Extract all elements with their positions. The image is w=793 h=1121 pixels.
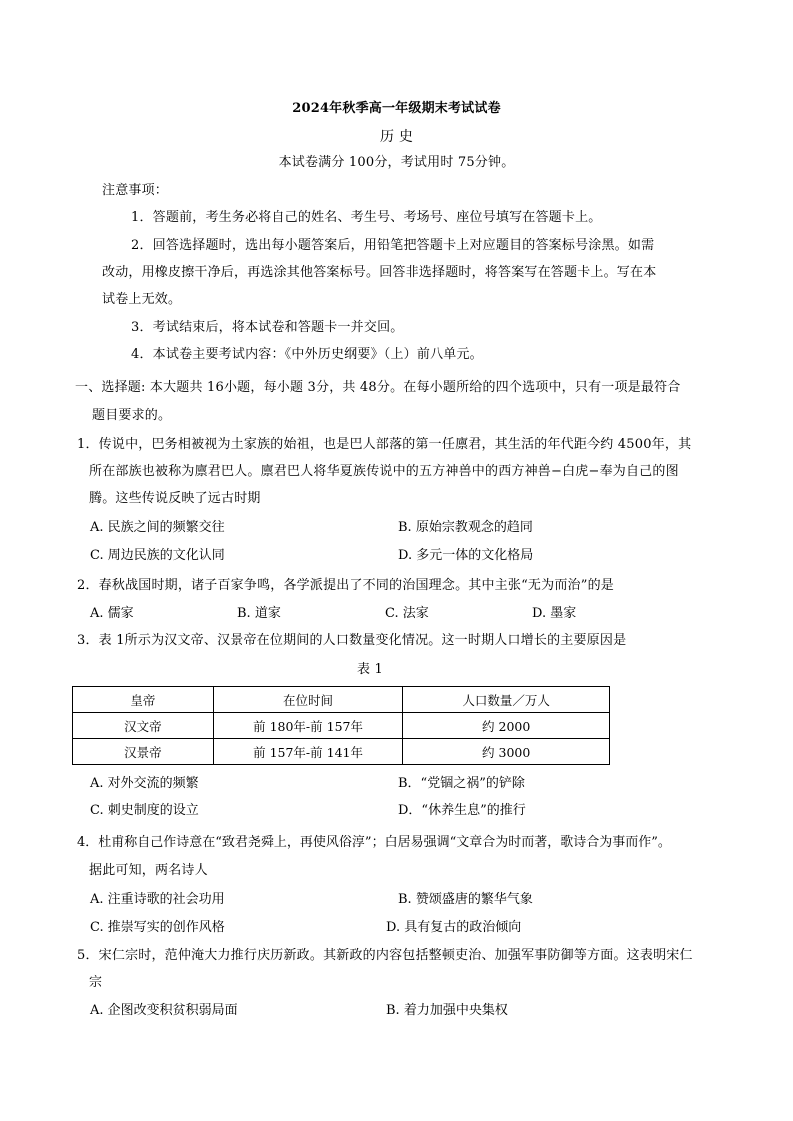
question-2-option-d: D. 墨家 — [532, 606, 577, 621]
note-2-line-2: 改动，用橡皮擦干净后，再选涂其他答案标号。回答非选择题时，将答案写在答题卡上。写在本 — [102, 265, 657, 280]
table-cell: 汉文帝 — [73, 713, 214, 739]
note-2-line-3: 试卷上无效。 — [102, 292, 182, 307]
population-table — [72, 686, 610, 765]
table-cell: 约 3000 — [403, 739, 610, 765]
subject-title: 历 史 — [379, 129, 414, 145]
question-5-line-1: 5．宋仁宗时，范仲淹大力推行庆历新政。其新政的内容包括整顿吏治、加强军事防御等方面。这表明宋仁 — [77, 948, 693, 963]
question-1-line-2: 所在部族也被称为廪君巴人。廪君巴人将华夏族传说中的五方神兽中的西方神兽−白虎−奉为自己的图 — [89, 464, 679, 479]
note-1: 1．答题前，考生务必将自己的姓名、考生号、考场号、座位号填写在答题卡上。 — [131, 210, 602, 225]
question-1-option-d: D. 多元一体的文化格局 — [398, 548, 534, 563]
table-cell: 前 157年-前 141年 — [213, 739, 403, 765]
table-cell: 汉景帝 — [73, 739, 214, 765]
table-row — [73, 713, 610, 739]
question-4-line-1: 4．杜甫称自己作诗意在“致君尧舜上，再使风俗淳”；白居易强调“文章合为时而著，歌诗合为事而作”。 — [77, 835, 671, 850]
question-1-line-3: 腾。这些传说反映了远古时期 — [89, 491, 261, 506]
note-3: 3．考试结束后，将本试卷和答题卡一并交回。 — [131, 320, 404, 335]
question-5-option-a: A. 企图改变积贫积弱局面 — [90, 1003, 238, 1018]
question-4-option-b: B. 赞颂盛唐的繁华气象 — [398, 892, 533, 907]
question-4-option-a: A. 注重诗歌的社会功用 — [90, 892, 225, 907]
table-cell: 前 180年-前 157年 — [213, 713, 403, 739]
question-2-option-b: B. 道家 — [237, 606, 281, 621]
table-header-cell: 在位时间 — [213, 687, 403, 713]
question-2-option-c: C. 法家 — [385, 606, 429, 621]
question-2-option-a: A. 儒家 — [90, 606, 134, 621]
notes-heading: 注意事项： — [102, 183, 169, 198]
note-4: 4．本试卷主要考试内容：《中外历史纲要》（上）前八单元。 — [131, 347, 483, 362]
table-header-cell: 皇帝 — [73, 687, 214, 713]
exam-title: 2024年秋季高一年级期末考试试卷 — [292, 101, 501, 116]
question-3-option-d: D．“休养生息”的推行 — [398, 803, 526, 818]
question-5-line-2: 宗 — [89, 975, 103, 990]
table-caption: 表 1 — [356, 662, 383, 677]
question-1-option-a: A. 民族之间的频繁交往 — [90, 520, 225, 535]
question-4-line-2: 据此可知，两名诗人 — [89, 863, 208, 878]
question-1-option-b: B. 原始宗教观念的趋同 — [398, 520, 533, 535]
section-heading-line-1: 一、选择题: 本大题共 16小题，每小题 3分，共 48分。在每小题所给的四个选项中，只有一项是最符合 — [75, 380, 681, 395]
question-3-option-a: A. 对外交流的频繁 — [90, 776, 199, 791]
section-heading-line-2: 题目要求的。 — [92, 408, 172, 423]
question-4-option-c: C. 推崇写实的创作风格 — [90, 920, 225, 935]
question-1-option-c: C. 周边民族的文化认同 — [90, 548, 225, 563]
table-header-cell: 人口数量／万人 — [403, 687, 610, 713]
question-3-stem: 3．表 1所示为汉文帝、汉景帝在位期间的人口数量变化情况。这一时期人口增长的主要原因是 — [77, 633, 627, 648]
question-3-option-c: C. 刺史制度的设立 — [90, 803, 199, 818]
table-row — [73, 739, 610, 765]
exam-info: 本试卷满分 100分，考试用时 75分钟。 — [278, 155, 515, 170]
question-4-option-d: D. 具有复古的政治倾向 — [386, 920, 522, 935]
question-2-stem: 2．春秋战国时期，诸子百家争鸣，各学派提出了不同的治国理念。其中主张“无为而治”的是 — [77, 578, 614, 593]
table-cell: 约 2000 — [403, 713, 610, 739]
question-5-option-b: B. 着力加强中央集权 — [386, 1003, 508, 1018]
question-3-option-b: B．“党锢之祸”的铲除 — [398, 776, 525, 791]
question-1-line-1: 1．传说中，巴务相被视为土家族的始祖，也是巴人部落的第一任廪君，其生活的年代距今约 4500年，其 — [77, 437, 692, 452]
table-header-row — [73, 687, 610, 713]
note-2-line-1: 2．回答选择题时，选出每小题答案后，用铅笔把答题卡上对应题目的答案标号涂黑。如需 — [131, 238, 655, 253]
